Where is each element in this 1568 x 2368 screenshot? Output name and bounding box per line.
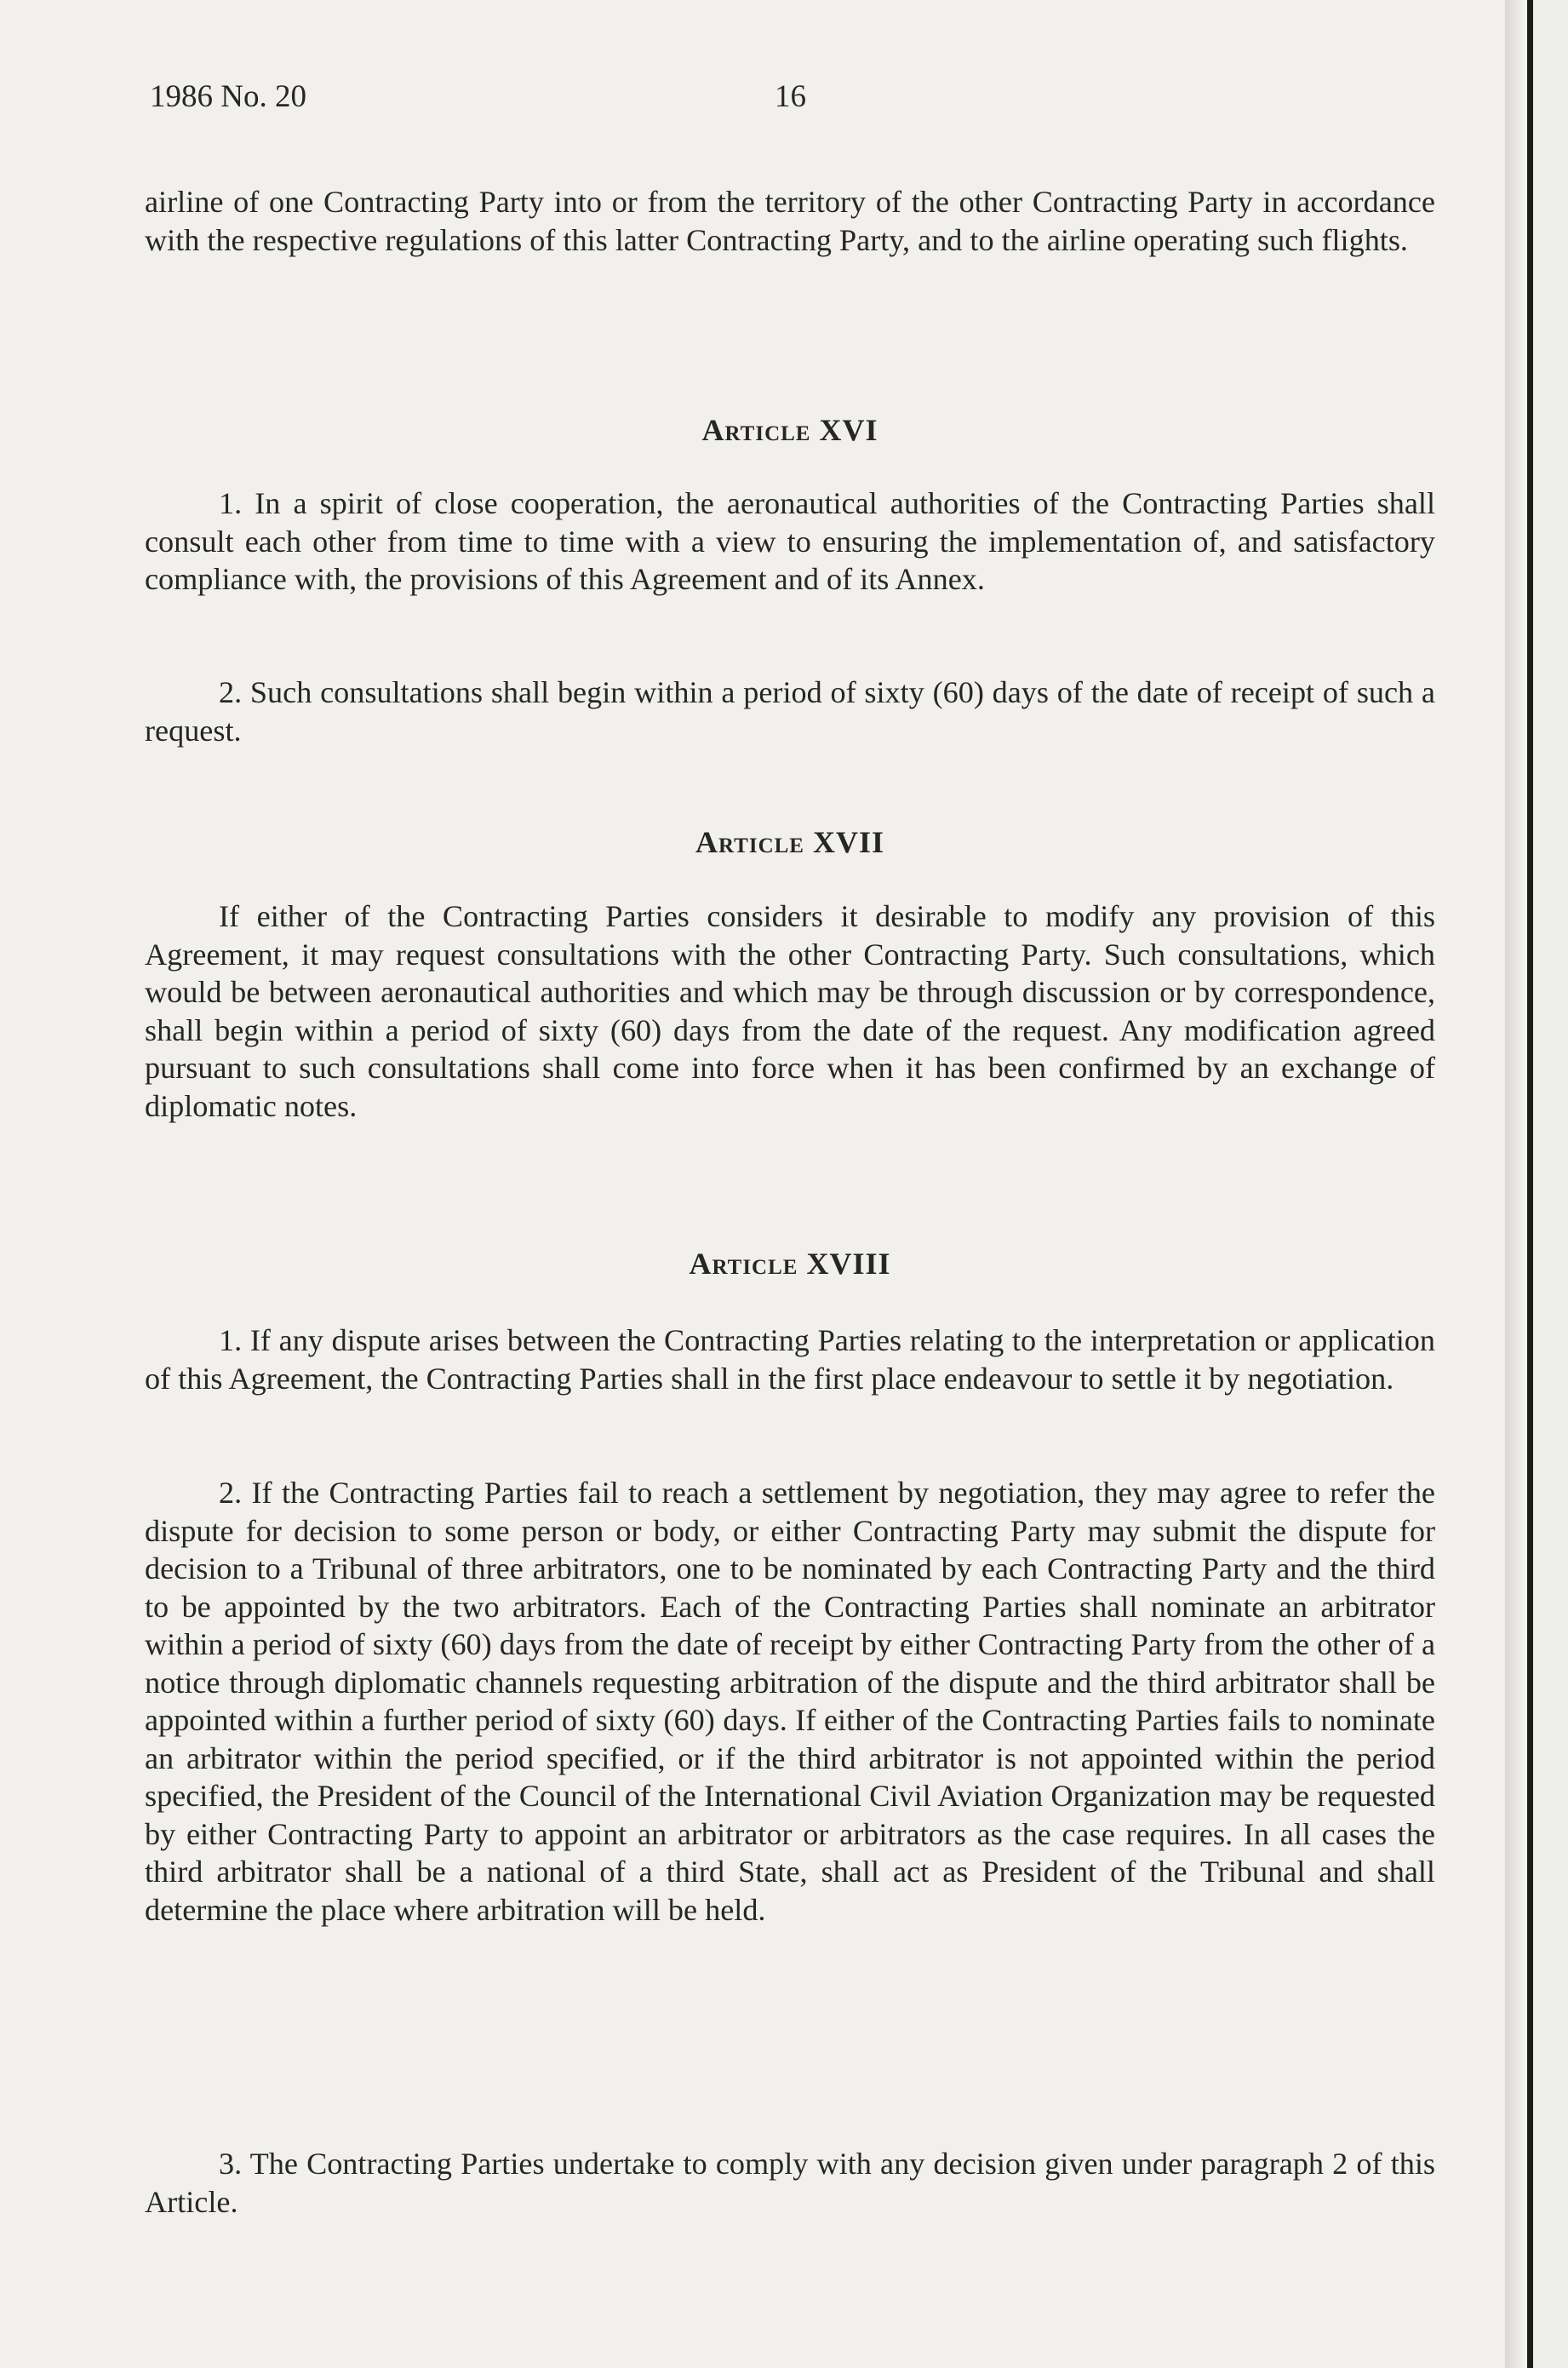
- article-17-paragraph-1: If either of the Contracting Parties considers it desirable to modify any provision of this Agreement, it may request consultations with the other Contracting Party. Such consultations, which would be between aeronautical authorities and which may be through discussion or by correspondence, shall begin within a period of sixty (60) days from the date of the request. Any modification agreed pursuant to such consultations shall come into force when it has been confirmed by an exchange of diplomatic notes.: [145, 899, 1435, 1123]
- binding-edge: [1527, 0, 1533, 2368]
- article-17-heading: Article XVII: [695, 825, 884, 859]
- article-18-paragraph-1: 1. If any dispute arises between the Contracting Parties relating to the interpretation or application of this Agreement, the Contracting Parties shall in the first place endeavour to settle it by negotiation.: [145, 1323, 1435, 1396]
- next-page-edge: [1533, 0, 1568, 2368]
- article-16-paragraph-1: 1. In a spirit of close cooperation, the aeronautical authorities of the Contracting Parties shall consult each other from time to time with a view to ensuring the implementation of, and satisfactory compliance with, the provisions of this Agreement and of its Annex.: [145, 486, 1435, 596]
- article-18-heading: Article XVIII: [689, 1247, 891, 1281]
- article-16-paragraph-2: 2. Such consultations shall begin within a period of sixty (60) days of the date of receipt of such a request.: [145, 675, 1435, 748]
- page-gutter-shadow: [1505, 0, 1527, 2368]
- running-header: [150, 78, 1435, 119]
- article-18-paragraph-3: 3. The Contracting Parties undertake to comply with any decision given under paragraph 2 of this Article.: [145, 2147, 1435, 2219]
- article-16-heading: Article XVI: [701, 413, 878, 447]
- continued-paragraph: airline of one Contracting Party into or from the territory of the other Contracting Party in accordance with the respective regulations of this latter Contracting Party, and to the airline operating such flights.: [145, 185, 1435, 257]
- page-number: 16: [775, 79, 806, 114]
- document-reference: 1986 No. 20: [150, 79, 306, 114]
- article-18-paragraph-2: 2. If the Contracting Parties fail to reach a settlement by negotiation, they may agree to refer the dispute for decision to some person or body, or either Contracting Party may submit the dispute for decision to a Tribunal of three arbitrators, one to be nominated by each Contracting Party and the third to be appointed by the two arbitrators. Each of the Contracting Parties shall nominate an arbitrator within a period of sixty (60) days from the date of receipt by either Contracting Party from the other of a notice through diplomatic channels requesting arbitration of the dispute and the third arbitrator shall be appointed within a further period of sixty (60) days. If either of the Contracting Parties fails to nominate an arbitrator within the period specified, or if the third arbitrator is not appointed within the period specified, the President of the Council of the International Civil Aviation Organization may be requested by either Contracting Party to appoint an arbitrator or arbitrators as the case requires. In all cases the third arbitrator shall be a national of a third State, shall act as President of the Tribunal and shall determine the place where arbitration will be held.: [145, 1476, 1435, 1927]
